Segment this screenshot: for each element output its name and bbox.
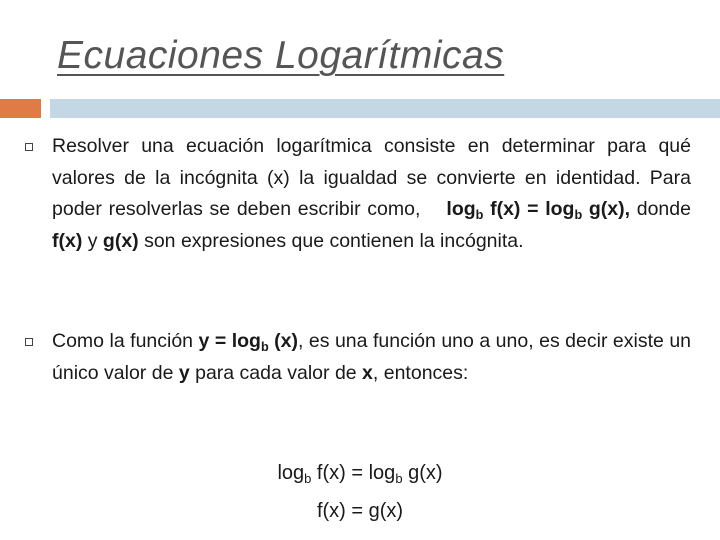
paragraph-1-text: Resolver una ecuación logarítmica consiste en determinar para qué valores de la incógnita (x) la igualdad se convierte en identidad. Para poder resolverlas se deben escribir como, (52, 135, 691, 220)
function-equation: $y = \log_b (x)$ (198, 330, 298, 354)
square-bullet-icon (25, 143, 33, 151)
slide-title: Ecuaciones Logarítmicas (57, 34, 505, 77)
formula-function-equality: f(x) = g(x) (316, 500, 404, 522)
accent-bar-blue (50, 99, 720, 118)
equation-inline: $\log_b f(x) = \log_b g(x)$, (446, 198, 631, 222)
paragraph-2: Como la función $y = \log_b (x)$, es una función uno a uno, es decir existe un único valor de y para cada valor de x, entonces: (52, 330, 692, 384)
accent-block-orange (0, 99, 41, 118)
formula-log-equality: $\log_b f(x) = \log_b g(x)$ (277, 462, 443, 486)
square-bullet-icon (25, 338, 33, 346)
paragraph-1: Resolver una ecuación logarítmica consiste en determinar para qué valores de la incógnita (x) la igualdad se convierte en identidad. Para poder resolverlas se deben escribir como, $\log_b f(x) = \log_b g(x)$, donde f(x) y g(x) son expresiones que contienen la incógnita. (52, 135, 691, 252)
